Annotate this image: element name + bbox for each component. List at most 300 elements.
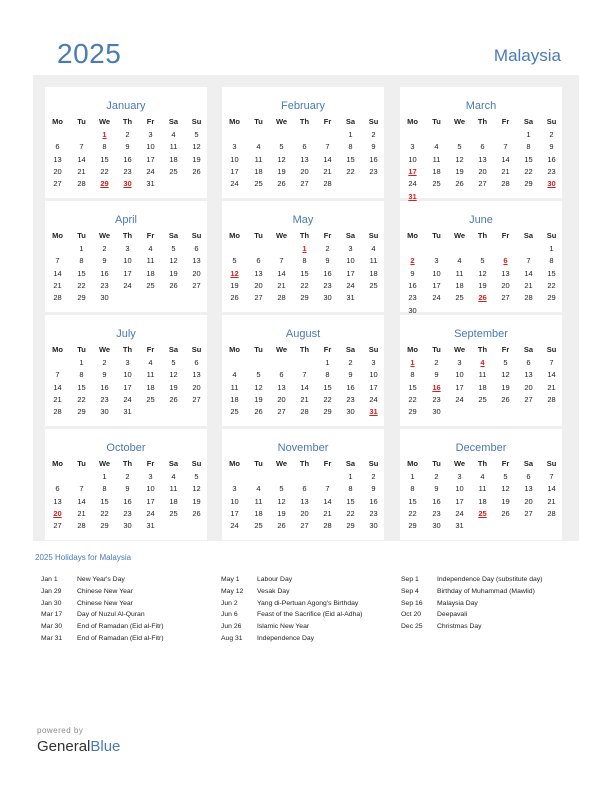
day-cell: 15 — [77, 382, 86, 392]
holiday-day: 2 — [410, 256, 415, 266]
day-cell: 26 — [230, 293, 239, 303]
holiday-column — [401, 574, 581, 633]
day-cell: 26 — [277, 179, 286, 189]
holiday-entry — [401, 586, 581, 598]
day-cell: 13 — [192, 256, 201, 266]
day-cell: 8 — [79, 256, 84, 266]
day-cell: 18 — [455, 280, 464, 290]
holiday-day: 26 — [478, 293, 487, 303]
day-cell: 14 — [53, 268, 62, 278]
day-cell: 23 — [432, 394, 441, 404]
day-cell: 22 — [408, 394, 417, 404]
day-cell: 29 — [77, 407, 86, 417]
weekday-label: We — [453, 345, 466, 354]
day-cell: 2 — [325, 244, 330, 253]
weekday-label: Mo — [52, 345, 63, 354]
weekday-label: Tu — [254, 345, 263, 354]
day-cell: 25 — [478, 394, 487, 404]
day-cell: 17 — [230, 508, 239, 518]
weekday-label: Sa — [345, 459, 356, 468]
day-cell: 2 — [371, 130, 376, 139]
weekday-label: We — [98, 231, 111, 240]
day-cell: 19 — [169, 268, 178, 278]
day-cell: 10 — [230, 154, 239, 164]
day-cell: 14 — [547, 484, 556, 494]
day-cell: 19 — [277, 166, 286, 176]
weekday-label: We — [275, 117, 288, 126]
day-cell: 6 — [194, 358, 199, 367]
day-cell: 29 — [77, 293, 86, 303]
day-cell: 30 — [408, 305, 417, 315]
day-cell: 7 — [526, 256, 531, 266]
weekday-header — [45, 458, 207, 470]
weekday-label: Th — [299, 459, 310, 468]
weekday-label: Mo — [407, 231, 418, 240]
day-cell: 29 — [323, 407, 332, 417]
holiday-date: May 12 — [221, 587, 244, 595]
month-name: May — [292, 214, 314, 226]
month-april — [45, 201, 207, 312]
holiday-entry — [221, 586, 401, 598]
day-cell: 28 — [524, 293, 533, 303]
day-cell: 16 — [369, 496, 378, 506]
weekday-label: Fr — [323, 459, 332, 468]
weekday-header — [400, 344, 562, 356]
day-cell: 15 — [346, 154, 355, 164]
day-cell: 27 — [524, 508, 533, 518]
month-name: October — [106, 442, 146, 454]
day-cell: 2 — [549, 130, 554, 139]
day-cell: 10 — [146, 484, 155, 494]
weekday-label: Th — [299, 345, 310, 354]
day-cell: 11 — [146, 370, 155, 380]
day-cell: 9 — [371, 484, 376, 494]
weekday-header — [222, 344, 384, 356]
day-cell: 20 — [192, 268, 201, 278]
day-cell: 8 — [302, 256, 307, 266]
holiday-entry — [41, 621, 221, 633]
holiday-day: 30 — [123, 179, 132, 189]
weekday-label: We — [453, 231, 466, 240]
day-cell: 9 — [348, 370, 353, 380]
weekday-label: Tu — [77, 231, 86, 240]
day-cell: 22 — [300, 280, 309, 290]
day-cell: 2 — [434, 472, 439, 481]
day-cell: 8 — [410, 370, 415, 380]
holiday-day: 16 — [432, 382, 441, 392]
day-cell: 24 — [123, 280, 132, 290]
day-cell: 27 — [300, 179, 309, 189]
day-cell: 21 — [53, 280, 62, 290]
month-february — [222, 87, 384, 198]
holiday-date: Jan 30 — [41, 599, 62, 607]
holiday-name: Yang di-Pertuan Agong's Birthday — [257, 599, 359, 607]
day-cell: 23 — [408, 293, 417, 303]
day-cell: 3 — [457, 358, 462, 367]
day-cell: 15 — [100, 496, 109, 506]
day-cell: 25 — [369, 280, 378, 290]
day-cell: 14 — [277, 268, 286, 278]
day-cell: 14 — [323, 496, 332, 506]
holiday-date: May 1 — [221, 576, 240, 583]
day-cell: 10 — [146, 142, 155, 152]
day-cell: 15 — [547, 268, 556, 278]
day-cell: 15 — [300, 268, 309, 278]
day-cell: 15 — [346, 496, 355, 506]
day-cell: 21 — [277, 280, 286, 290]
month-january — [45, 87, 207, 198]
day-cell: 26 — [277, 521, 286, 531]
day-cell: 21 — [323, 166, 332, 176]
day-cell: 19 — [277, 508, 286, 518]
holiday-name: Birthday of Muhammad (Mawlid) — [437, 587, 535, 595]
weekday-label: Sa — [345, 231, 356, 240]
day-cell: 26 — [254, 407, 263, 417]
day-cell: 21 — [53, 394, 62, 404]
weekday-label: Th — [477, 117, 488, 126]
day-cell: 22 — [77, 280, 86, 290]
month-may — [222, 201, 384, 312]
day-cell: 24 — [123, 394, 132, 404]
day-cell: 4 — [232, 370, 237, 380]
weekday-header — [222, 230, 384, 242]
holiday-date: Sep 16 — [401, 599, 423, 607]
day-cell: 10 — [230, 496, 239, 506]
day-cell: 16 — [100, 268, 109, 278]
day-cell: 29 — [547, 293, 556, 303]
weekday-label: Sa — [523, 459, 534, 468]
day-cell: 4 — [434, 142, 439, 152]
day-cell: 3 — [125, 244, 130, 253]
holiday-day: 25 — [478, 508, 487, 518]
day-cell: 19 — [254, 394, 263, 404]
day-cell: 20 — [300, 166, 309, 176]
day-cell: 14 — [53, 382, 62, 392]
day-cell: 19 — [192, 496, 201, 506]
day-cell: 4 — [457, 256, 462, 266]
day-cell: 5 — [503, 472, 508, 481]
holiday-date: Jun 26 — [221, 623, 242, 631]
day-cell: 2 — [102, 244, 107, 253]
month-september — [400, 315, 562, 426]
day-cell: 28 — [277, 293, 286, 303]
holiday-entry — [221, 621, 401, 633]
weekday-label: Sa — [168, 345, 179, 354]
holidays-title: 2025 Holidays for Malaysia — [35, 553, 132, 562]
holiday-entry — [401, 609, 581, 621]
day-cell: 15 — [77, 268, 86, 278]
day-cell: 25 — [146, 280, 155, 290]
day-cell: 29 — [408, 407, 417, 417]
weekday-label: Fr — [146, 231, 155, 240]
weekday-label: Su — [546, 117, 557, 126]
day-cell: 23 — [100, 394, 109, 404]
weekday-label: Sa — [168, 459, 179, 468]
day-cell: 15 — [323, 382, 332, 392]
day-cell: 25 — [169, 166, 178, 176]
weekday-header — [400, 230, 562, 242]
weekday-label: Th — [122, 117, 133, 126]
day-cell: 12 — [192, 484, 201, 494]
day-cell: 15 — [524, 154, 533, 164]
weekday-label: Su — [191, 345, 202, 354]
brand-logo[interactable] — [37, 738, 120, 755]
day-cell: 11 — [169, 142, 178, 152]
weekday-label: Tu — [77, 345, 86, 354]
day-cell: 6 — [526, 358, 531, 367]
holiday-date: Jan 29 — [41, 587, 62, 595]
day-cell: 30 — [346, 407, 355, 417]
weekday-label: Su — [368, 459, 379, 468]
country-name: Malaysia — [493, 46, 561, 65]
weekday-label: Fr — [146, 117, 155, 126]
day-cell: 9 — [125, 142, 130, 152]
day-cell: 30 — [100, 407, 109, 417]
day-cell: 7 — [55, 256, 60, 266]
day-cell: 4 — [371, 244, 376, 253]
day-cell: 6 — [480, 142, 485, 152]
day-cell: 13 — [524, 484, 533, 494]
day-cell: 11 — [478, 484, 487, 494]
holiday-entry — [41, 633, 221, 645]
weekday-label: Tu — [254, 459, 263, 468]
weekday-label: Th — [477, 231, 488, 240]
day-cell: 12 — [478, 268, 487, 278]
day-cell: 8 — [549, 256, 554, 266]
day-cell: 10 — [369, 370, 378, 380]
day-cell: 21 — [547, 382, 556, 392]
holiday-day: 12 — [230, 268, 239, 278]
day-cell: 10 — [408, 154, 417, 164]
day-cell: 5 — [232, 256, 237, 266]
day-cell: 12 — [455, 154, 464, 164]
day-cell: 3 — [434, 256, 439, 266]
day-cell: 21 — [323, 508, 332, 518]
day-cell: 26 — [455, 179, 464, 189]
holiday-name: Day of Nuzul Al-Quran — [77, 611, 145, 619]
day-cell: 21 — [77, 166, 86, 176]
day-cell: 23 — [547, 166, 556, 176]
day-cell: 20 — [524, 382, 533, 392]
day-cell: 24 — [408, 179, 417, 189]
day-cell: 10 — [432, 268, 441, 278]
day-cell: 2 — [102, 358, 107, 367]
day-cell: 9 — [102, 370, 107, 380]
day-cell: 12 — [277, 496, 286, 506]
day-cell: 30 — [369, 521, 378, 531]
day-cell: 17 — [432, 280, 441, 290]
weekday-label: Fr — [146, 459, 155, 468]
weekday-label: Su — [546, 459, 557, 468]
day-cell: 16 — [323, 268, 332, 278]
day-cell: 4 — [480, 472, 485, 481]
day-cell: 9 — [125, 484, 130, 494]
day-cell: 20 — [192, 382, 201, 392]
holiday-entry — [221, 609, 401, 621]
weekday-label: Tu — [77, 459, 86, 468]
day-cell: 27 — [300, 521, 309, 531]
day-cell: 26 — [192, 166, 201, 176]
holiday-name: End of Ramadan (Eid al-Fitr) — [77, 623, 164, 631]
holiday-day: 17 — [408, 166, 417, 176]
day-cell: 22 — [77, 394, 86, 404]
holiday-date: Jun 2 — [221, 599, 238, 607]
day-cell: 23 — [123, 166, 132, 176]
weekday-label: Tu — [77, 117, 86, 126]
day-cell: 19 — [478, 280, 487, 290]
day-cell: 20 — [478, 166, 487, 176]
day-cell: 31 — [146, 521, 155, 531]
day-cell: 23 — [123, 508, 132, 518]
day-cell: 24 — [455, 394, 464, 404]
weekday-label: Fr — [323, 345, 332, 354]
day-cell: 28 — [547, 394, 556, 404]
day-cell: 9 — [325, 256, 330, 266]
weekday-label: Fr — [501, 231, 510, 240]
day-cell: 4 — [171, 472, 176, 481]
day-cell: 16 — [547, 154, 556, 164]
day-cell: 3 — [410, 142, 415, 152]
day-cell: 3 — [457, 472, 462, 481]
day-cell: 18 — [230, 394, 239, 404]
day-cell: 3 — [232, 142, 237, 152]
day-cell: 3 — [148, 130, 153, 139]
day-cell: 22 — [408, 508, 417, 518]
weekday-label: We — [98, 345, 111, 354]
day-cell: 1 — [526, 130, 531, 139]
holiday-day: 4 — [480, 358, 485, 367]
day-cell: 4 — [256, 142, 261, 152]
day-cell: 25 — [230, 407, 239, 417]
month-name: December — [455, 442, 507, 454]
day-cell: 28 — [323, 179, 332, 189]
weekday-label: Fr — [501, 459, 510, 468]
day-cell: 29 — [100, 521, 109, 531]
weekday-label: Tu — [432, 231, 441, 240]
day-cell: 13 — [53, 154, 62, 164]
day-cell: 17 — [146, 154, 155, 164]
weekday-label: We — [275, 459, 288, 468]
day-cell: 11 — [254, 154, 263, 164]
day-cell: 7 — [503, 142, 508, 152]
weekday-label: Sa — [523, 345, 534, 354]
weekday-label: Fr — [501, 117, 510, 126]
holiday-day: 1 — [302, 244, 307, 253]
day-cell: 7 — [55, 370, 60, 380]
holiday-day: 1 — [102, 130, 107, 139]
weekday-label: Mo — [52, 231, 63, 240]
day-cell: 14 — [77, 496, 86, 506]
day-cell: 3 — [348, 244, 353, 253]
month-name: June — [469, 214, 493, 226]
weekday-label: Su — [546, 231, 557, 240]
day-cell: 18 — [254, 166, 263, 176]
day-cell: 13 — [524, 370, 533, 380]
holiday-name: New Year's Day — [77, 576, 125, 583]
month-name: January — [106, 100, 146, 112]
weekday-label: We — [275, 231, 288, 240]
day-cell: 10 — [346, 256, 355, 266]
weekday-label: Th — [299, 117, 310, 126]
day-cell: 7 — [325, 142, 330, 152]
day-cell: 24 — [230, 179, 239, 189]
day-cell: 7 — [549, 358, 554, 367]
day-cell: 7 — [549, 472, 554, 481]
holiday-entry — [401, 574, 581, 586]
holiday-day: 31 — [408, 191, 417, 201]
day-cell: 12 — [501, 370, 510, 380]
day-cell: 29 — [408, 521, 417, 531]
weekday-label: Mo — [229, 345, 240, 354]
month-name: November — [277, 442, 329, 454]
day-cell: 13 — [53, 496, 62, 506]
day-cell: 28 — [501, 179, 510, 189]
day-cell: 11 — [455, 268, 464, 278]
day-cell: 22 — [100, 166, 109, 176]
weekday-label: Su — [368, 345, 379, 354]
day-cell: 28 — [323, 521, 332, 531]
weekday-label: Th — [122, 345, 133, 354]
weekday-label: Sa — [168, 117, 179, 126]
month-name: September — [454, 328, 508, 340]
day-cell: 21 — [524, 280, 533, 290]
month-november — [222, 429, 384, 540]
day-cell: 22 — [323, 394, 332, 404]
day-cell: 30 — [100, 293, 109, 303]
holiday-entry — [401, 598, 581, 610]
weekday-label: Su — [368, 117, 379, 126]
day-cell: 22 — [524, 166, 533, 176]
day-cell: 22 — [346, 508, 355, 518]
day-cell: 20 — [501, 280, 510, 290]
day-cell: 1 — [102, 472, 107, 481]
day-cell: 6 — [526, 472, 531, 481]
day-cell: 8 — [410, 484, 415, 494]
day-cell: 29 — [300, 293, 309, 303]
day-cell: 18 — [478, 382, 487, 392]
day-cell: 28 — [77, 521, 86, 531]
holiday-name: Chinese New Year — [77, 587, 133, 595]
day-cell: 23 — [369, 508, 378, 518]
day-cell: 14 — [300, 382, 309, 392]
day-cell: 17 — [369, 382, 378, 392]
day-cell: 14 — [524, 268, 533, 278]
holiday-entry — [41, 574, 221, 586]
day-cell: 15 — [408, 496, 417, 506]
weekday-label: Su — [191, 231, 202, 240]
day-cell: 1 — [410, 472, 415, 481]
holiday-name: Christmas Day — [437, 623, 482, 631]
day-cell: 5 — [279, 484, 284, 494]
day-cell: 27 — [277, 407, 286, 417]
weekday-label: Th — [299, 231, 310, 240]
day-cell: 30 — [432, 407, 441, 417]
day-cell: 8 — [79, 370, 84, 380]
day-cell: 16 — [100, 382, 109, 392]
day-cell: 3 — [125, 358, 130, 367]
day-cell: 26 — [501, 394, 510, 404]
weekday-label: We — [275, 345, 288, 354]
weekday-label: Th — [477, 345, 488, 354]
weekday-label: Th — [122, 459, 133, 468]
month-july — [45, 315, 207, 426]
day-cell: 13 — [300, 154, 309, 164]
day-cell: 30 — [432, 521, 441, 531]
day-cell: 24 — [230, 521, 239, 531]
holiday-day: 31 — [369, 407, 378, 417]
holiday-day: 30 — [547, 179, 556, 189]
month-december — [400, 429, 562, 540]
